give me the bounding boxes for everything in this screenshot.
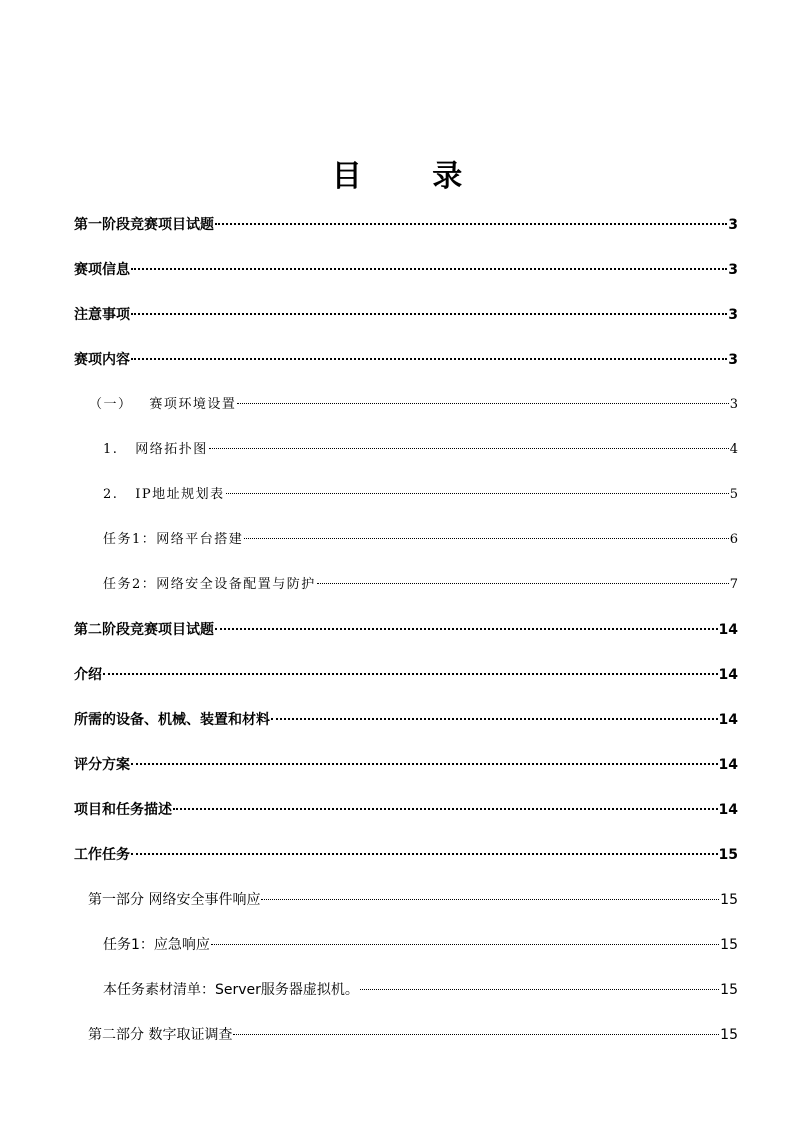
- toc-entry-page: 14: [718, 712, 738, 728]
- toc-entry-label: 第一阶段竞赛项目试题: [74, 217, 214, 233]
- toc-entry-label: 所需的设备、机械、装置和材料: [74, 712, 270, 728]
- dot-leader: [237, 403, 728, 404]
- dot-leader: [233, 1034, 719, 1035]
- dot-leader: [226, 493, 729, 494]
- dot-leader: [215, 628, 718, 630]
- toc-entry-equipment[interactable]: [74, 709, 738, 731]
- toc-entry-ip-plan[interactable]: [103, 484, 738, 506]
- toc-entry-label: 2. IP地址规划表: [103, 487, 225, 502]
- toc-entry-label: 赛项信息: [74, 262, 130, 278]
- dot-leader: [215, 223, 727, 225]
- toc-entry-page: 15: [720, 937, 738, 953]
- toc-title: 目 录: [331, 159, 493, 194]
- toc-entry-part1-incident-response[interactable]: [88, 889, 738, 911]
- toc-entry-label: （一） 赛项环境设置: [89, 397, 237, 412]
- toc-entry-page: 3: [728, 352, 738, 368]
- toc-entry-page: 3: [728, 217, 738, 233]
- toc-entry-task2-security[interactable]: [103, 574, 738, 596]
- toc-entry-task1-emergency[interactable]: [103, 934, 738, 956]
- toc-entry-page: 15: [718, 847, 738, 863]
- toc-entry-page: 14: [718, 667, 738, 683]
- toc-entry-project-description[interactable]: [74, 799, 738, 821]
- toc-entry-page: 15: [720, 982, 738, 998]
- toc-entry-page: 14: [718, 802, 738, 818]
- dot-leader: [317, 583, 729, 584]
- toc-entry-page: 3: [728, 262, 738, 278]
- toc-entry-page: 5: [729, 487, 738, 502]
- toc-entry-label: 工作任务: [74, 847, 130, 863]
- dot-leader: [211, 944, 719, 945]
- dot-leader: [271, 718, 718, 720]
- toc-entry-label: 1. 网络拓扑图: [103, 442, 208, 457]
- toc-entry-event-info[interactable]: [74, 259, 738, 281]
- dot-leader: [131, 358, 727, 360]
- toc-entry-scoring[interactable]: [74, 754, 738, 776]
- dot-leader: [131, 763, 718, 765]
- toc-entry-page: 15: [720, 1027, 738, 1043]
- dot-leader: [360, 989, 719, 990]
- toc-entry-label: 第一部分 网络安全事件响应: [88, 892, 261, 908]
- toc-entry-stage2[interactable]: [74, 619, 738, 641]
- toc-entry-label: 本任务素材清单：Server服务器虚拟机。: [103, 982, 359, 998]
- dot-leader: [131, 853, 718, 855]
- toc-entry-label: 介绍: [74, 667, 102, 683]
- dot-leader: [261, 899, 719, 900]
- toc-entry-label: 赛项内容: [74, 352, 130, 368]
- toc-entry-work-tasks[interactable]: [74, 844, 738, 866]
- toc-entry-page: 6: [729, 532, 738, 547]
- toc-entry-page: 14: [718, 622, 738, 638]
- dot-leader: [103, 673, 718, 675]
- toc-entry-materials-list[interactable]: [103, 979, 738, 1001]
- toc-entry-introduction[interactable]: [74, 664, 738, 686]
- toc-entry-page: 3: [728, 307, 738, 323]
- dot-leader: [244, 538, 728, 539]
- toc-entry-page: 15: [720, 892, 738, 908]
- toc-entry-part2-forensics[interactable]: [88, 1024, 738, 1046]
- toc-entry-notes[interactable]: [74, 304, 738, 326]
- toc-entry-label: 评分方案: [74, 757, 130, 773]
- toc-entry-page: 14: [718, 757, 738, 773]
- toc-entry-stage1[interactable]: [74, 214, 738, 236]
- toc-entry-label: 任务1：网络平台搭建: [103, 532, 244, 547]
- toc-entry-label: 第二阶段竞赛项目试题: [74, 622, 214, 638]
- toc-entry-page: 4: [729, 442, 738, 457]
- dot-leader: [209, 448, 729, 449]
- toc-entry-label: 任务2：网络安全设备配置与防护: [103, 577, 316, 592]
- toc-entry-label: 第二部分 数字取证调查: [88, 1027, 233, 1043]
- dot-leader: [131, 268, 727, 270]
- toc-entry-environment[interactable]: [89, 394, 738, 416]
- toc-entry-label: 任务1：应急响应: [103, 937, 210, 953]
- toc-entry-page: 7: [729, 577, 738, 592]
- dot-leader: [173, 808, 718, 810]
- toc-entry-event-content[interactable]: [74, 349, 738, 371]
- toc-entry-label: 注意事项: [74, 307, 130, 323]
- toc-entry-label: 项目和任务描述: [74, 802, 172, 818]
- toc-entry-task1-platform[interactable]: [103, 529, 738, 551]
- toc-entry-page: 3: [729, 397, 738, 412]
- dot-leader: [131, 313, 727, 315]
- toc-entry-topology[interactable]: [103, 439, 738, 461]
